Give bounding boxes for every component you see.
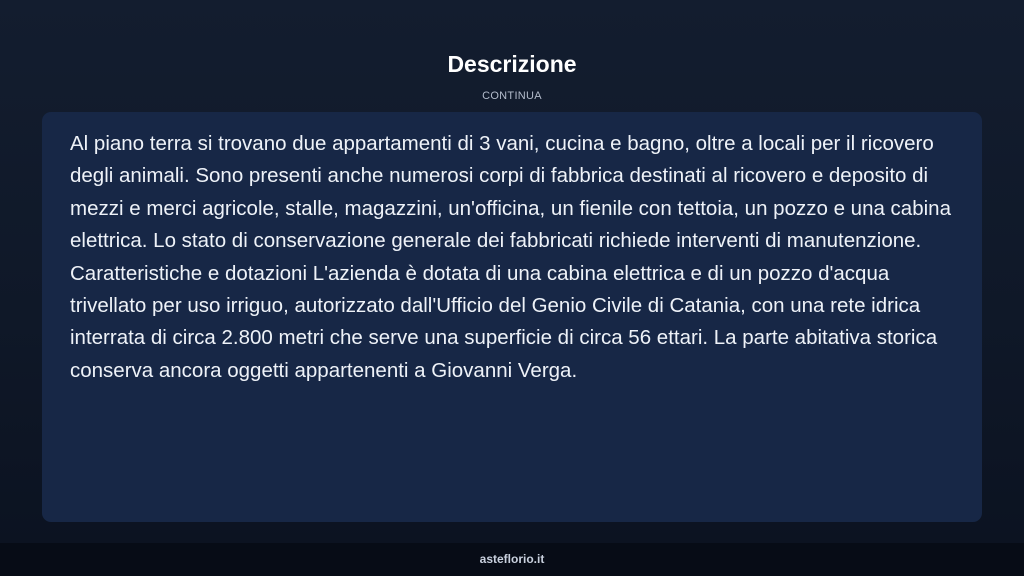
- continued-label: CONTINUA: [482, 90, 542, 102]
- description-text: Al piano terra si trovano due appartamenti di 3 vani, cucina e bagno, oltre a locali per il ricovero degli animali. Sono presenti anche numerosi corpi di fabbrica destinati al ricovero e deposito di mezzi e merci agricole, stalle, magazzini, un'officina, un fienile con tettoia, un pozzo e una cabina elettrica. Lo stato di conservazione generale dei fabbricati richiede interventi di manutenzione. Caratteristiche e dotazioni L'azienda è dotata di una cabina elettrica e di un pozzo d'acqua trivellato per uso irriguo, autorizzato dall'Ufficio del Genio Civile di Catania, con una rete idrica interrata di circa 2.800 metri che serve una superficie di circa 56 ettari. La parte abitativa storica conserva ancora oggetti appartenenti a Giovanni Verga.: [70, 132, 951, 382]
- footer-site-label: asteflorio.it: [479, 552, 545, 566]
- page-title: Descrizione: [447, 51, 577, 77]
- description-card: [42, 112, 982, 522]
